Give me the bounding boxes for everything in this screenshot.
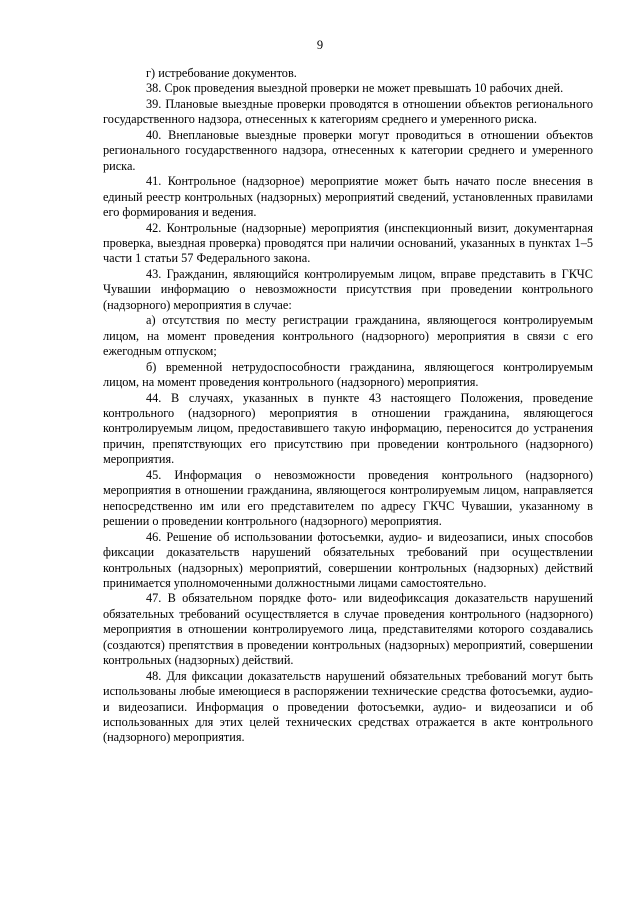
paragraph-45: 45. Информация о невозможности проведения контрольного (надзорного) мероприятия в отношении гражданина, являющегося контролируемым лицом, направляется непосредственно им или его представителем по адресу ГКЧС Чувашии, указанному в решении о проведении контрольного (надзорного) мероприятия. bbox=[103, 467, 593, 529]
paragraph-42: 42. Контрольные (надзорные) мероприятия (инспекционный визит, документарная проверка, выездная проверка) проводятся при наличии оснований, указанных в пунктах 1–5 части 1 статьи 57 Федерального закона. bbox=[103, 220, 593, 266]
paragraph-38: 38. Срок проведения выездной проверки не может превышать 10 рабочих дней. bbox=[146, 81, 564, 96]
paragraph-48: 48. Для фиксации доказательств нарушений обязательных требований могут быть использованы любые имеющиеся в распоряжении технические средства фотосъемки, аудио- и видеозаписи. Информация о проведении фотосъемки, аудио- и видеозаписи и об использованных для этих целей технических средствах отражается в акте контрольного (надзорного) мероприятия. bbox=[103, 668, 593, 745]
paragraph-47: 47. В обязательном порядке фото- или видеофиксация доказательств нарушений обязательных требований осуществляется в случае проведения контрольного (надзорного) мероприятия в отношении контролируемого лица, представителями которого создавались (создаются) препятствия в проведении контрольных (надзорных) мероприятий, совершении контрольных (надзорных) действий. bbox=[103, 591, 593, 668]
paragraph-40: 40. Внеплановые выездные проверки могут проводиться в отношении объектов регионального государственного надзора, отнесенных к категории среднего и умеренного риска. bbox=[103, 127, 593, 173]
paragraph-43-b: б) временной нетрудоспособности гражданина, являющегося контролируемым лицом, на момент проведения контрольного (надзорного) мероприятия. bbox=[103, 359, 593, 390]
paragraph-44: 44. В случаях, указанных в пункте 43 настоящего Положения, проведение контрольного (надзорного) мероприятия в отношении гражданина, являющегося контролируемым лицом, предоставившего такую информацию, переносится до устранения причин, препятствующих его присутствию при проведении контрольного (надзорного) мероприятия. bbox=[103, 390, 593, 467]
paragraph-item-g: г) истребование документов. bbox=[146, 66, 297, 80]
paragraph-43: 43. Гражданин, являющийся контролируемым лицом, вправе представить в ГКЧС Чувашии информацию о невозможности присутствия при проведении контрольного (надзорного) мероприятия в случае: bbox=[103, 266, 593, 312]
paragraph-46: 46. Решение об использовании фотосъемки, аудио- и видеозаписи, иных способов фиксации доказательств нарушений обязательных требований при осуществлении контрольных (надзорных) мероприятий, совершении контрольных (надзорных) действий принимается уполномоченными должностными лицами самостоятельно. bbox=[103, 529, 593, 590]
paragraph-43-a: а) отсутствия по месту регистрации гражданина, являющегося контролируемым лицом, на момент проведения контрольного (надзорного) мероприятия в связи с его ежегодным отпуском; bbox=[103, 313, 593, 359]
paragraph-41: 41. Контрольное (надзорное) мероприятие может быть начато после внесения в единый реестр контрольных (надзорных) мероприятий сведений, установленных правилами его формирования и ведения. bbox=[103, 174, 593, 220]
page-number: 9 bbox=[316, 38, 324, 52]
paragraph-39: 39. Плановые выездные проверки проводятся в отношении объектов регионального государственного надзора, отнесенных к категориям среднего и умеренного риска. bbox=[103, 96, 593, 127]
document-body bbox=[103, 66, 593, 746]
